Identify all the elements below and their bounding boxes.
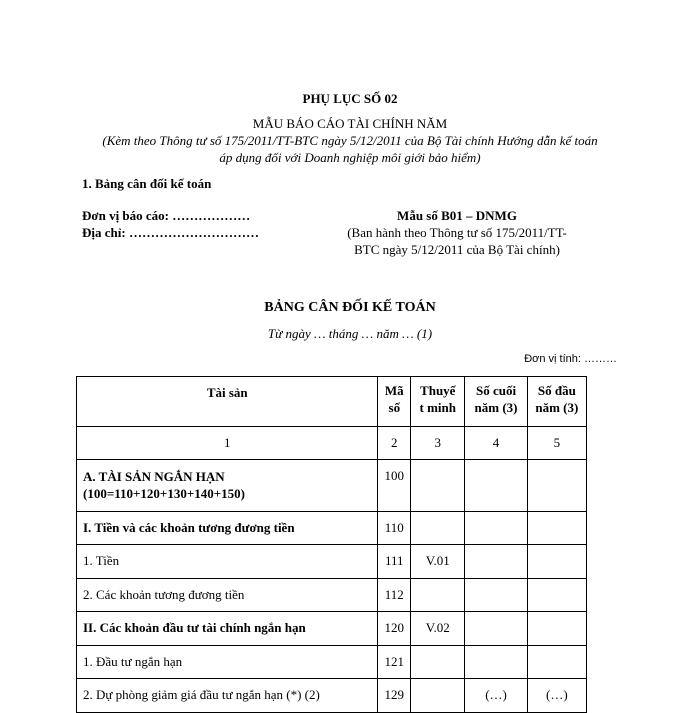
code-cell: 110 [378,512,411,545]
table-row [77,545,587,579]
asset-label: A. TÀI SẢN NGẮN HẠN [83,469,225,484]
begin-cell: (…) [527,679,586,713]
note-line-1: (Kèm theo Thông tư số 175/2011/TT-BTC ngày 5/12/2011 của Bộ Tài chính Hướng dẫn kế toán [102,133,598,148]
code-cell: 120 [378,612,411,646]
header-note-line2: t minh [419,400,456,415]
section-heading: 1. Bảng cân đối kế toán [82,176,212,191]
note-cell [411,679,465,713]
end-cell [465,545,527,579]
header-code-line1: Mã [384,383,404,398]
asset-cell: II. Các khoản đầu tư tài chính ngắn hạn [77,612,378,646]
index-cell: 4 [465,427,527,460]
end-cell: (…) [465,679,527,713]
index-cell: 1 [77,427,378,460]
note-cell [411,646,465,679]
form-code: Mẫu số B01 – DNMG [397,208,517,223]
form-title: MẪU BÁO CÁO TÀI CHÍNH NĂM [252,116,448,131]
asset-cell: 1. Đầu tư ngắn hạn [77,646,378,679]
note-cell: V.02 [411,612,465,646]
currency-unit: Đơn vị tính: ……… [524,353,617,365]
header-end-line1: Số cuối [475,383,517,398]
note-cell [411,579,465,612]
table-header-row [77,377,587,427]
issued-line-1: (Ban hành theo Thông tư số 175/2011/TT- [347,225,567,240]
begin-cell [527,545,586,579]
header-begin-line2: năm (3) [535,400,579,415]
end-cell [465,460,527,512]
end-cell [465,612,527,646]
code-cell: 100 [378,460,411,512]
table-row [77,512,587,545]
issued-line-2: BTC ngày 5/12/2011 của Bộ Tài chính) [354,242,560,257]
code-cell: 111 [378,545,411,579]
header-code [378,377,411,427]
asset-cell: 2. Các khoản tương đương tiền [77,579,378,612]
table-row [77,579,587,612]
table-row [77,646,587,679]
note-cell [411,460,465,512]
index-cell: 3 [411,427,465,460]
report-unit: Đơn vị báo cáo: ……………… [82,208,251,223]
header-end [465,377,527,427]
code-cell: 129 [378,679,411,713]
header-asset-label: Tài sản [206,385,248,400]
begin-cell [527,612,586,646]
sheet-title: BẢNG CÂN ĐỐI KẾ TOÁN [264,300,436,315]
index-cell: 2 [378,427,411,460]
code-cell: 121 [378,646,411,679]
address: Địa chỉ: ………………………… [82,225,259,240]
end-cell [465,512,527,545]
note-cell: V.01 [411,545,465,579]
appendix-title: PHỤ LỤC SỐ 02 [302,91,398,106]
table-row [77,460,587,512]
asset-cell: I. Tiền và các khoản tương đương tiền [77,512,378,545]
begin-cell [527,646,586,679]
code-cell: 112 [378,579,411,612]
end-cell [465,579,527,612]
table-row [77,612,587,646]
note-cell [411,512,465,545]
begin-cell [527,579,586,612]
header-code-line2: số [388,400,401,415]
column-index-row [77,427,587,460]
asset-cell: 1. Tiền [77,545,378,579]
table-row [77,679,587,713]
index-cell: 5 [527,427,586,460]
asset-cell [77,460,378,512]
header-note [411,377,465,427]
begin-cell [527,512,586,545]
asset-formula: (100=110+120+130+140+150) [83,486,245,501]
end-cell [465,646,527,679]
begin-cell [527,460,586,512]
header-begin-line1: Số đầu [537,383,576,398]
header-begin [527,377,586,427]
asset-cell: 2. Dự phòng giảm giá đầu tư ngắn hạn (*) (2) [77,679,378,713]
sheet-period: Từ ngày … tháng … năm … (1) [267,326,433,341]
balance-sheet-table [76,376,587,713]
header-asset [77,377,378,427]
note-line-2: áp dụng đối với Doanh nghiệp môi giới bảo hiểm) [219,150,481,165]
header-end-line2: năm (3) [474,400,518,415]
header-note-line1: Thuyế [420,383,456,398]
